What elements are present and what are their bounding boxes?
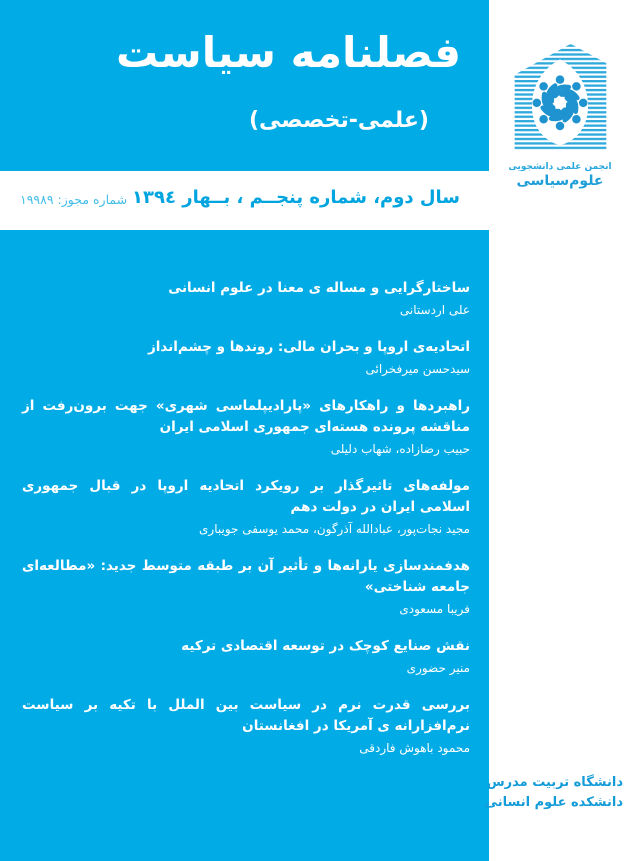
association-name-line2: علوم‌سیاسی bbox=[516, 173, 604, 189]
article-authors: سیدحسن میرفخرائی bbox=[365, 362, 470, 376]
article-title: بررسی قدرت نرم در سیاست بین الملل با تکیه بر سیاست نرم‌افزارانه ی آمریکا در افغانستان bbox=[22, 697, 470, 734]
association-emblem bbox=[504, 40, 616, 189]
article-title: اتحادیه‌ی اروپا و بحران مالی: روندها و چشم‌انداز bbox=[148, 339, 470, 355]
article-authors: محمود باهوش فاردقی bbox=[359, 741, 470, 755]
article-title: ساختارگرایی و مساله ی معنا در علوم انسانی bbox=[168, 280, 470, 296]
article-authors: منیر حضوری bbox=[406, 661, 470, 675]
article-entry bbox=[22, 476, 470, 539]
article-entry bbox=[22, 556, 470, 619]
issue-line: سال دوم، شماره پنجــم ، بــهار ١٣٩٤ bbox=[131, 187, 460, 208]
journal-subtitle: (علمی-تخصصی) bbox=[249, 108, 429, 133]
university-line1: دانشگاه تربیت مدرس bbox=[486, 775, 623, 790]
article-entry bbox=[22, 337, 470, 379]
journal-title: فصلنامه سیاست bbox=[115, 28, 461, 77]
article-authors: فریبا مسعودی bbox=[399, 602, 470, 616]
article-list bbox=[0, 278, 489, 775]
article-authors: علی اردستانی bbox=[399, 303, 470, 317]
article-title: هدفمندسازی یارانه‌ها و تأثیر آن بر طبقه متوسط جدید: «مطالعه‌ای جامعه شناختی» bbox=[22, 558, 470, 595]
association-emblem-icon bbox=[505, 40, 615, 156]
university-line2: دانشکده علوم انسانی bbox=[484, 795, 623, 810]
article-title: راهبردها و راهکارهای «پارادیپلماسی شهری» جهت برون‌رفت از مناقشه پرونده هسته‌ای جمهوری اسلامی ایران bbox=[22, 398, 470, 435]
contents-block bbox=[0, 230, 489, 861]
article-entry bbox=[22, 695, 470, 758]
university-name bbox=[485, 773, 623, 813]
article-authors: حبیب رضازاده، شهاب دلیلی bbox=[330, 442, 470, 456]
association-name-line1: انجمن علمی دانشجویی bbox=[508, 162, 612, 172]
article-authors: مجید نجات‌پور، عبادالله آذرگون، محمد یوسفی جویباری bbox=[199, 522, 470, 536]
article-title: مولفه‌های تاثیرگذار بر رویکرد اتحادیه اروپا در قبال جمهوری اسلامی ایران در دولت دهم bbox=[22, 478, 470, 515]
article-entry bbox=[22, 636, 470, 678]
right-sidebar bbox=[484, 0, 631, 861]
header-block bbox=[0, 0, 489, 171]
article-title: نقش صنایع کوچک در توسعه اقتصادی ترکیه bbox=[181, 638, 470, 654]
article-entry bbox=[22, 278, 470, 320]
issue-band bbox=[0, 171, 489, 230]
license-number: شماره مجوز: ١٩٩٨٩ bbox=[20, 192, 128, 207]
article-entry bbox=[22, 396, 470, 459]
